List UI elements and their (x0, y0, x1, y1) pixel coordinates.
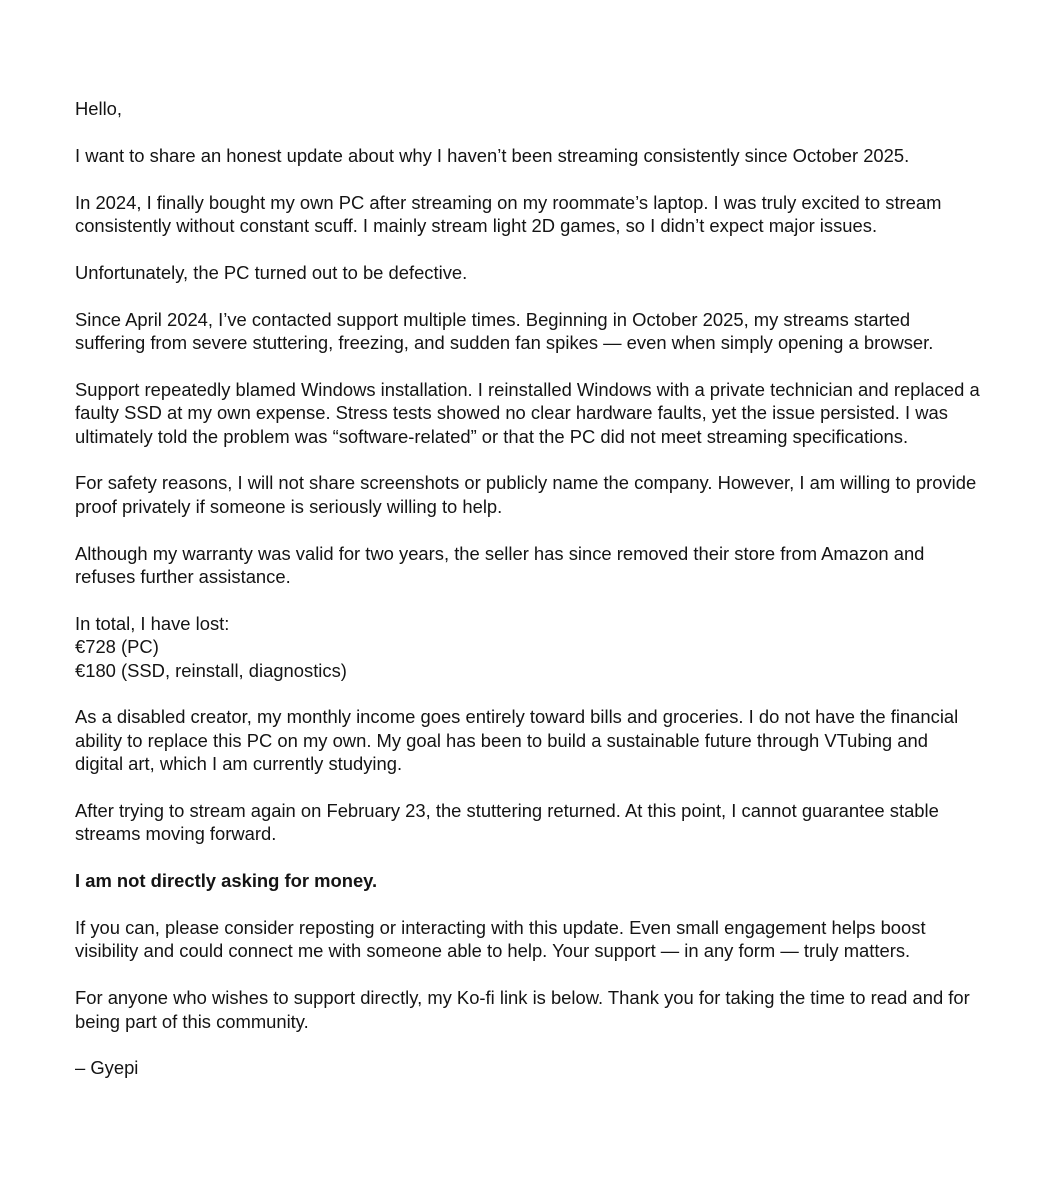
paragraph-repost-request: If you can, please consider reposting or interacting with this update. Even small engagement helps boost visibility and could connect me with someone able to help. Your support — in any form — truly matters. (75, 917, 926, 962)
greeting: Hello, (75, 98, 123, 119)
paragraph-safety: For safety reasons, I will not share screenshots or publicly name the company. However, I am willing to provide proof privately if someone is seriously willing to help. (75, 472, 977, 517)
paragraph-recent-attempt: After trying to stream again on February 23, the stuttering returned. At this point, I cannot guarantee stable streams moving forward. (75, 800, 939, 845)
losses-intro: In total, I have lost: (75, 612, 230, 634)
paragraph-defective: Unfortunately, the PC turned out to be defective. (75, 261, 468, 283)
paragraph-support-contact: Since April 2024, I’ve contacted support multiple times. Beginning in October 2025, my streams started suffering from severe stuttering, freezing, and sudden fan spikes — even when simply opening a browser. (75, 308, 934, 353)
paragraph-kofi: For anyone who wishes to support directly, my Ko-fi link is below. Thank you for taking the time to read and for being part of this community. (75, 987, 970, 1032)
paragraph-intro: I want to share an honest update about why I haven’t been streaming consistently since October 2025. (75, 144, 910, 166)
bold-statement: I am not directly asking for money. (75, 870, 378, 892)
paragraph-income: As a disabled creator, my monthly income goes entirely toward bills and groceries. I do not have the financial ability to replace this PC on my own. My goal has been to build a sustainable future through VTubing and digital art, which I am currently studying. (75, 706, 959, 775)
paragraph-warranty: Although my warranty was valid for two years, the seller has since removed their store from Amazon and refuses further assistance. (75, 542, 925, 588)
signature: – Gyepi (75, 1057, 139, 1079)
loss-item: €728 (PC) (75, 636, 159, 658)
letter-body (75, 97, 980, 1080)
losses-block (75, 612, 980, 682)
paragraph-pc-purchase: In 2024, I finally bought my own PC after streaming on my roommate’s laptop. I was truly excited to stream consistently without constant scuff. I mainly stream light 2D games, so I didn’t expect major issues. (75, 191, 942, 236)
paragraph-support-blame: Support repeatedly blamed Windows installation. I reinstalled Windows with a private technician and replaced a faulty SSD at my own expense. Stress tests showed no clear hardware faults, yet the issue persisted. I was ultimately told the problem was “software-related” or that the PC did not meet streaming specifications. (75, 378, 980, 447)
loss-item: €180 (SSD, reinstall, diagnostics) (75, 659, 347, 681)
